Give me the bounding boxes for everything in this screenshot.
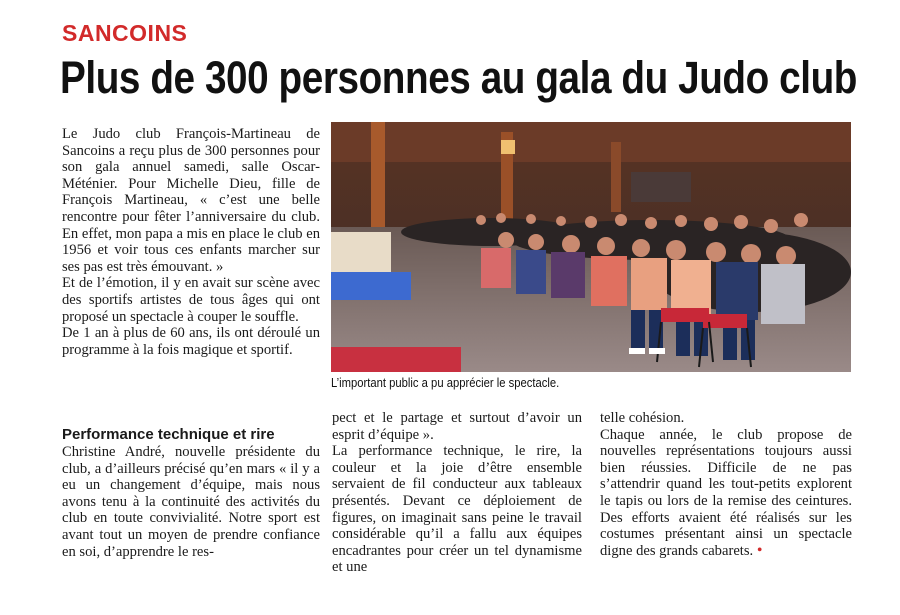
closing-text: Chaque année, le club propose de nouvelles représentations toujours aussi bien réussies. Difficile de ne pas s’attendrir quand les tout-petits explorent le tapis ou lors de la remise des ceintures. Des efforts avaient été réalisés sur les costumes présentant ainsi un spectacle digne des grands cabarets. xyxy=(600,426,852,559)
body-paragraph: Christine André, nouvelle présidente du club, a d’ailleurs précisé qu’en mars « il y a eu un changement d’équipe, mais nous avons tenu à la continuité des activités du club en toute convivialité. Notre sport est avant tout un moyen de prendre confiance en soi, d’apprendre le res- xyxy=(62,444,320,560)
body-paragraph: telle cohésion. xyxy=(600,410,685,426)
section-subhead: Performance technique et rire xyxy=(62,426,275,443)
end-mark: • xyxy=(756,541,763,559)
intro-column xyxy=(62,126,320,358)
article-headline: Plus de 300 personnes au gala du Judo club xyxy=(60,52,858,103)
photo-caption: L’important public a pu apprécier le spectacle. xyxy=(331,376,560,390)
intro-paragraph: Et de l’émotion, il y en avait sur scène avec des sportifs artistes de tous âges qui ont proposé un spectacle à couper le souffle. xyxy=(62,275,320,325)
intro-paragraph: De 1 an à plus de 60 ans, ils ont déroulé un programme à la fois magique et sportif. xyxy=(62,325,320,358)
body-paragraph: pect et le partage et surtout d’avoir un esprit d’équipe ». xyxy=(332,410,582,443)
middle-column xyxy=(332,410,582,576)
intro-paragraph: Le Judo club François-Martineau de Sancoins a reçu plus de 300 personnes pour son gala annuel samedi, salle Oscar-Méténier. Pour Michelle Dieu, fille de François Martineau, « c’est une belle rencontre pour fêter l’anniversaire du club. En effet, mon papa a mis en place le club en 1956 et voir tous ces enfants marcher sur ses pas est très émouvant. » xyxy=(62,126,320,275)
body-paragraph: La performance technique, le rire, la couleur et la joie d’être ensemble servaient de fil conducteur aux tableaux présentés. Devant ce déploiement de figures, on imaginait sans peine le travail considérable qu’il a fallu aux équipes encadrantes pour créer un tel dynamisme et une xyxy=(332,443,582,576)
gala-photo xyxy=(331,122,851,372)
section-kicker: SANCOINS xyxy=(62,20,188,46)
right-column xyxy=(600,410,852,559)
audience-illustration xyxy=(331,122,851,372)
body-paragraph xyxy=(600,427,852,560)
left-section-column xyxy=(62,426,320,560)
